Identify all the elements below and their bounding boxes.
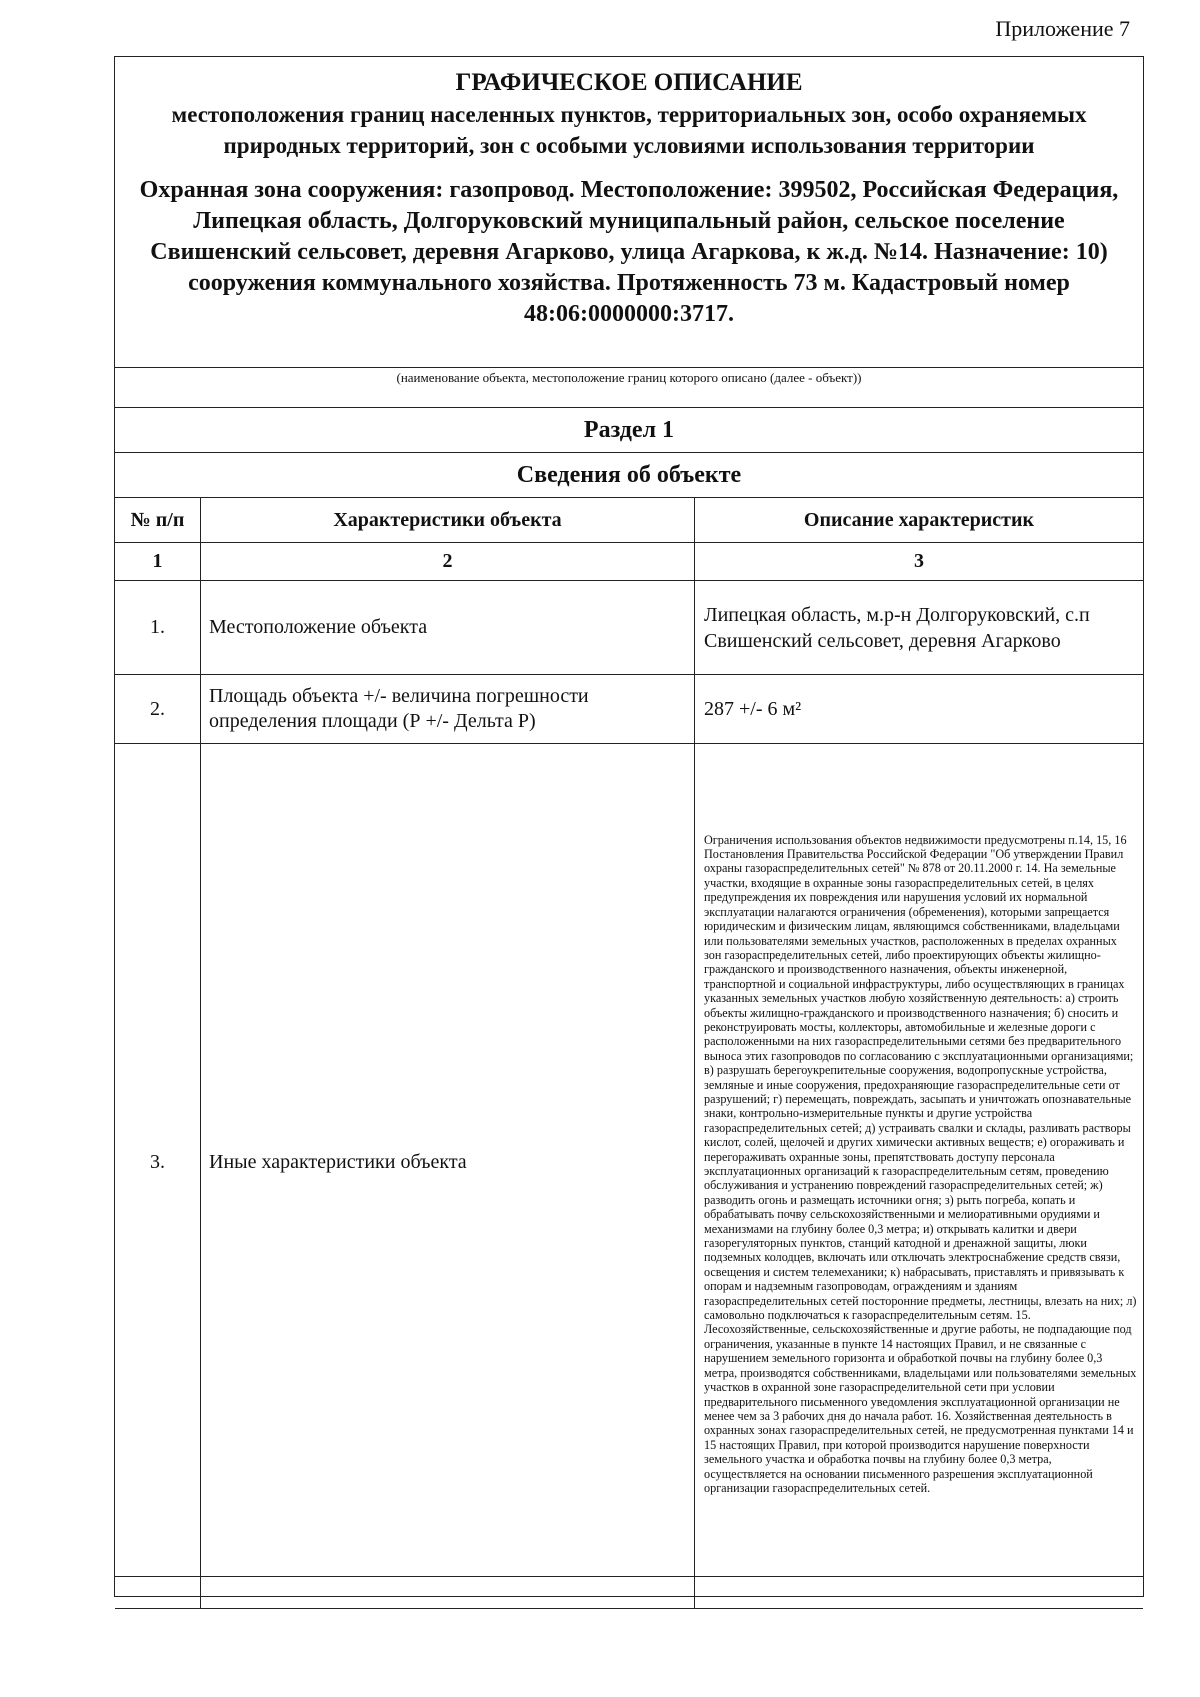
document-title: ГРАФИЧЕСКОЕ ОПИСАНИЕ <box>455 69 803 96</box>
empty-cell <box>201 1577 695 1609</box>
column-number: 3 <box>695 543 1144 581</box>
empty-cell <box>695 1577 1144 1609</box>
divider <box>115 367 1143 368</box>
table-row <box>115 581 1143 675</box>
document-frame <box>114 56 1144 1597</box>
row-description: Липецкая область, м.р-н Долгоруковский, с.п Свишенский сельсовет, деревня Агарково <box>704 603 1090 652</box>
column-number-row <box>115 543 1143 581</box>
column-header-number: № п/п <box>115 498 201 543</box>
table-header-row <box>115 498 1143 543</box>
table-row-empty <box>115 1577 1143 1609</box>
table-row <box>115 675 1143 744</box>
divider <box>115 452 1143 453</box>
object-description: Охранная зона сооружения: газопровод. Местоположение: 399502, Российская Федерация, Липецкая область, Долгоруковский муниципальный район, сельское поселение Свишенский сельсовет, деревня Агарково, улица Агаркова, к ж.д. №14. Назначение: 10) сооружения коммунального хозяйства. Протяженность 73 м. Кадастровый номер 48:06:0000000:3717. <box>139 177 1119 327</box>
row-number: 1. <box>115 581 201 675</box>
section-number: Раздел 1 <box>583 417 675 443</box>
row-characteristic: Местоположение объекта <box>209 616 428 638</box>
section-title: Сведения об объекте <box>516 462 742 488</box>
row-description: Ограничения использования объектов недвижимости предусмотрены п.14, 15, 16 Постановления Правительства Российской Федерации "Об утверждении Правил охраны газораспределительных сетей" № 878 от 20.11.2000 г. 14. На земельные участки, входящие в охранные зоны газораспределительных сетей, в целях предупреждения их повреждения или нарушения условий их нормальной эксплуатации налагаются ограничения (обременения), которыми запрещается юридическим и физическим лицам, являющимся собственниками, владельцами или пользователями земельных участков, расположенных в пределах охранных зон газораспределительных сетей, либо проектирующих объекты жилищно-гражданского и производственного назначения, объекты инженерной, транспортной и социальной инфраструктуры, либо осуществляющих в границах указанных земельных участков любую хозяйственную деятельность: а) строить объекты жилищно-гражданского и производственного назначения; б) сносить и реконструировать мосты, коллекторы, автомобильные и железные дороги с расположенными на них газораспределительными сетями без предварительного выноса этих газопроводов по согласованию с эксплуатационными организациями; в) разрушать берегоукрепительные сооружения, водопропускные устройства, земляные и иные сооружения, предохраняющие газораспределительные сети от разрушений; г) перемещать, повреждать, засыпать и уничтожать опознавательные знаки, контрольно-измерительные пункты и другие устройства газораспределительных сетей; д) устраивать свалки и склады, разливать растворы кислот, солей, щелочей и других химически активных веществ; е) огораживать и перегораживать охранные зоны, препятствовать доступу персонала эксплуатационных организаций к газораспределительным сетям, проведению обслуживания и устранению повреждений газораспределительных сетей; ж) разводить огонь и размещать источники огня; з) рыть погреба, копать и обрабатывать почву сельскохозяйственными и мелиоративными орудиями и механизмами на глубину более 0,3 метра; и) открывать калитки и двери газорегуляторных пунктов, станций катодной и дренажной защиты, люки подземных колодцев, включать или отключать электроснабжение средств связи, освещения и систем телемеханики; к) набрасывать, приставлять и привязывать к опорам и надземным газопроводам, ограждениям и зданиям газораспределительных сетей посторонние предметы, лестницы, влезать на них; л) самовольно подключаться к газораспределительным сетям. 15. Лесохозяйственные, сельскохозяйственные и другие работы, не подпадающие под ограничения, указанные в пункте 14 настоящих Правил, и не связанные с нарушением земельного горизонта и обработкой почвы на глубину более 0,3 метра, производятся собственниками, владельцами или пользователями земельных участков в охранной зоне газораспределительной сети при условии предварительного письменного уведомления эксплуатационной организации не менее чем за 3 рабочих дня до начала работ. 16. Хозяйственная деятельность в охранных зонах газораспределительных сетей, не предусмотренная пунктами 14 и 15 настоящих Правил, при которой производится нарушение поверхности земельного участка и обработка почвы на глубину более 0,3 метра, осуществляется на основании письменного разрешения эксплуатационной организации газораспределительных сетей. <box>704 832 1137 1495</box>
row-number: 2. <box>115 675 201 744</box>
column-number: 1 <box>115 543 201 581</box>
document-header <box>115 57 1143 330</box>
divider <box>115 407 1143 408</box>
row-characteristic: Площадь объекта +/- величина погрешности определения площади (Р +/- Дельта Р) <box>209 685 589 732</box>
row-description: 287 +/- 6 м² <box>704 698 802 720</box>
column-header-characteristic: Характеристики объекта <box>201 498 695 543</box>
row-characteristic: Иные характеристики объекта <box>209 1150 467 1173</box>
column-header-description: Описание характеристик <box>695 498 1144 543</box>
object-info-table <box>115 497 1143 1609</box>
row-number: 3. <box>115 744 201 1577</box>
table-row <box>115 744 1143 1577</box>
appendix-label: Приложение 7 <box>995 16 1130 41</box>
document-subtitle: местоположения границ населенных пунктов, территориальных зон, особо охраняемых природных территорий, зон с особыми условиями использования территории <box>171 102 1087 158</box>
column-number: 2 <box>201 543 695 581</box>
object-caption: (наименование объекта, местоположение границ которого описано (далее - объект)) <box>396 370 862 385</box>
empty-cell <box>115 1577 201 1609</box>
